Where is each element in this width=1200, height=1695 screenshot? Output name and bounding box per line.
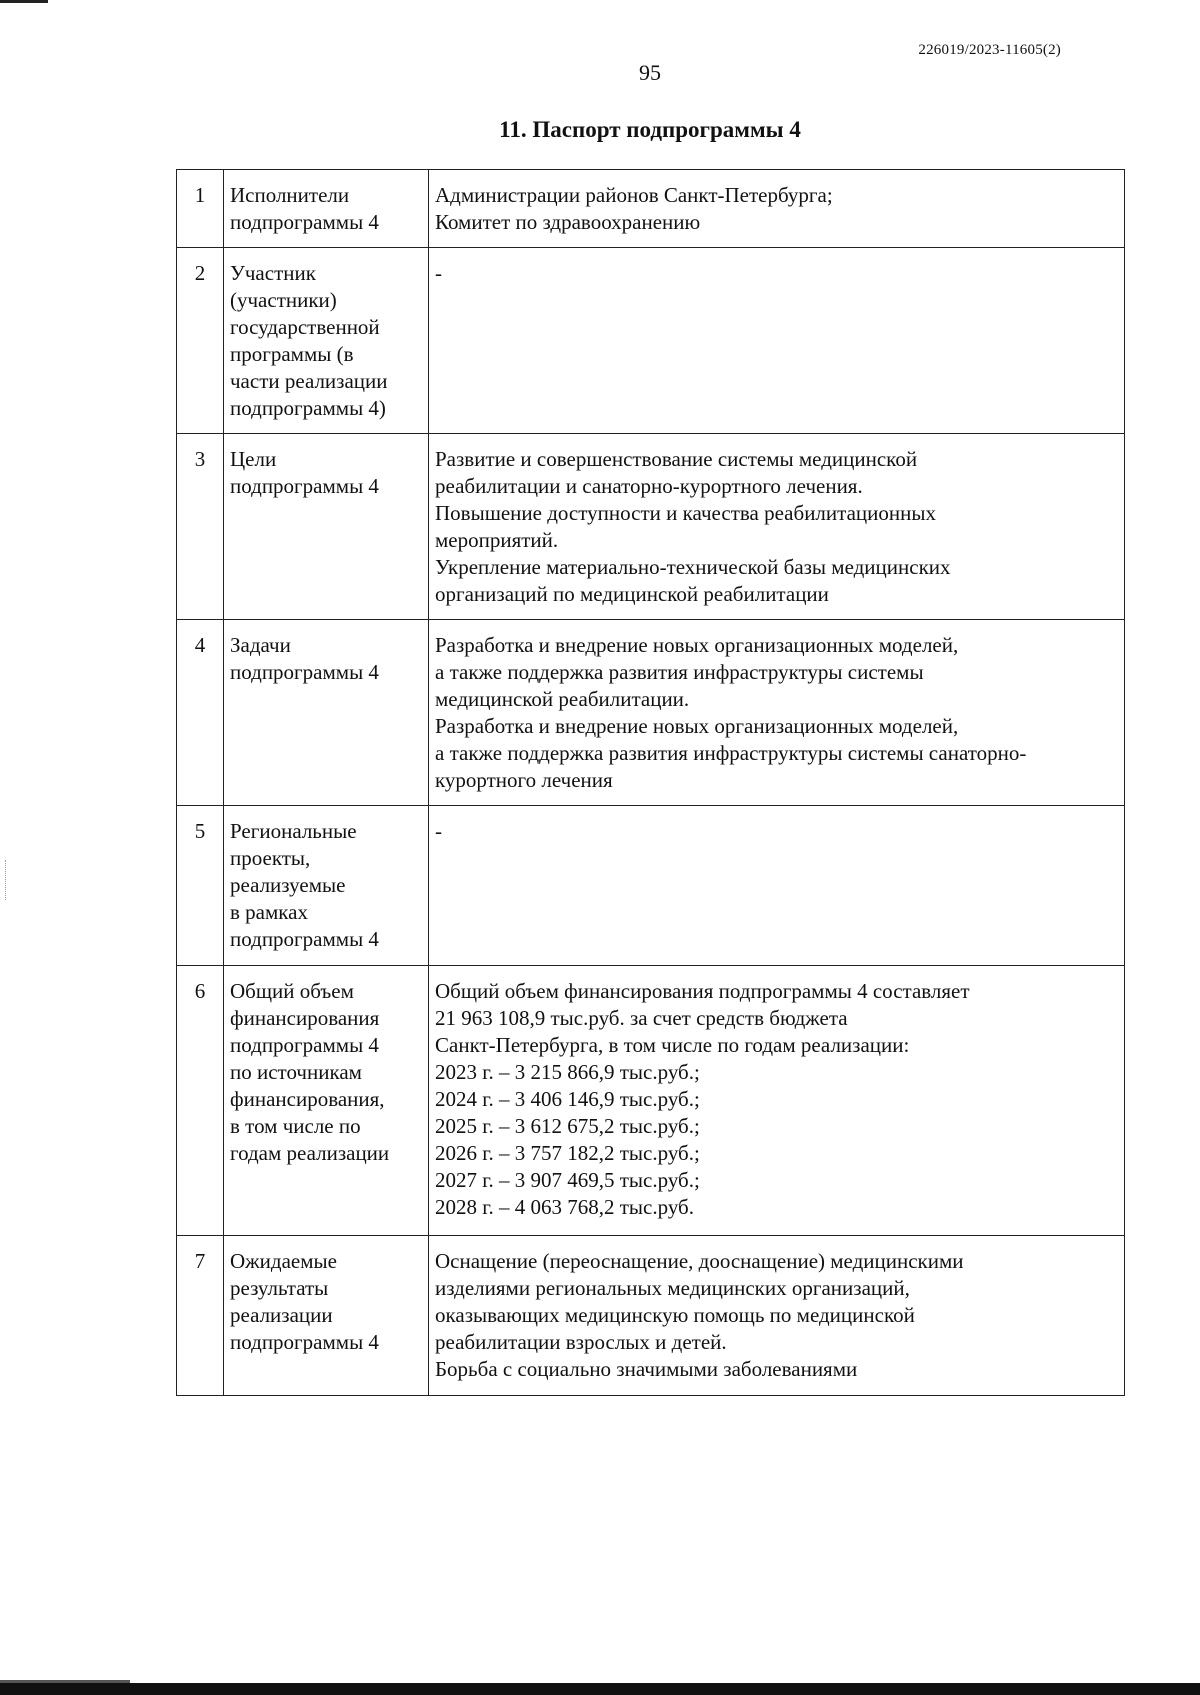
row-label-line: реализации — [230, 1303, 333, 1327]
row-label-line: по источникам — [230, 1060, 362, 1084]
scan-bottom-band — [0, 1683, 1200, 1695]
row-value-line: Оснащение (переоснащение, дооснащение) медицинскими — [435, 1249, 964, 1273]
row-value-line: оказывающих медицинскую помощь по медицинской — [435, 1303, 915, 1327]
row-value — [429, 966, 1125, 1236]
row-label-line: подпрограммы 4) — [230, 396, 386, 420]
row-value-line: 2028 г. – 4 063 768,2 тыс.руб. — [435, 1195, 694, 1219]
row-value-line: 2025 г. – 3 612 675,2 тыс.руб.; — [435, 1114, 700, 1138]
row-value-line: 2024 г. – 3 406 146,9 тыс.руб.; — [435, 1087, 700, 1111]
row-label-line: финансирования — [230, 1006, 380, 1030]
table-row — [177, 170, 1125, 248]
row-label-line: части реализации — [230, 369, 388, 393]
row-number: 7 — [177, 1236, 224, 1396]
row-value-line: Разработка и внедрение новых организационных моделей, — [435, 714, 959, 738]
row-label-line: подпрограммы 4 — [230, 1033, 379, 1057]
row-value-line: Борьба с социально значимыми заболеваниями — [435, 1357, 858, 1381]
row-value-line: Общий объем финансирования подпрограммы 4 составляет — [435, 979, 970, 1003]
row-label-line: подпрограммы 4 — [230, 1330, 379, 1354]
row-label-line: годам реализации — [230, 1141, 390, 1165]
row-number: 3 — [177, 434, 224, 620]
row-label-line: (участники) — [230, 288, 337, 312]
row-value-line: 2023 г. – 3 215 866,9 тыс.руб.; — [435, 1060, 700, 1084]
document-id: 226019/2023-11605(2) — [918, 42, 1061, 58]
table-row — [177, 806, 1125, 966]
row-label-line: финансирования, — [230, 1087, 385, 1111]
row-number: 5 — [177, 806, 224, 966]
row-label-line: Общий объем — [230, 979, 354, 1003]
row-number: 6 — [177, 966, 224, 1236]
row-value-line: Укрепление материально-технической базы медицинских — [435, 555, 951, 579]
row-label-line: программы (в — [230, 342, 354, 366]
table-row — [177, 1236, 1125, 1396]
row-number: 1 — [177, 170, 224, 248]
row-value — [429, 806, 1125, 966]
row-value-line: медицинской реабилитации. — [435, 687, 690, 711]
row-value-line: Санкт-Петербурга, в том числе по годам реализации: — [435, 1033, 910, 1057]
row-value-line: реабилитации и санаторно-курортного лечения. — [435, 474, 863, 498]
row-value — [429, 434, 1125, 620]
row-value-line: Развитие и совершенствование системы медицинской — [435, 447, 918, 471]
row-value-line: - — [435, 819, 442, 843]
row-label — [224, 1236, 429, 1396]
row-label-line: проекты, — [230, 846, 311, 870]
table-row — [177, 248, 1125, 434]
row-value-line: организаций по медицинской реабилитации — [435, 582, 829, 606]
row-label-line: подпрограммы 4 — [230, 210, 379, 234]
row-value — [429, 170, 1125, 248]
row-label — [224, 170, 429, 248]
row-value-line: 2026 г. – 3 757 182,2 тыс.руб.; — [435, 1141, 700, 1165]
table-row — [177, 620, 1125, 806]
row-value — [429, 248, 1125, 434]
scan-edge-mark — [0, 0, 48, 3]
row-value-line: а также поддержка развития инфраструктуры системы — [435, 660, 924, 684]
row-value-line: - — [435, 261, 442, 285]
row-label — [224, 248, 429, 434]
row-label-line: Региональные — [230, 819, 357, 843]
row-value-line: Разработка и внедрение новых организационных моделей, — [435, 633, 959, 657]
row-label-line: Задачи — [230, 633, 291, 657]
row-value-line: курортного лечения — [435, 768, 613, 792]
row-value-line: реабилитации взрослых и детей. — [435, 1330, 727, 1354]
row-label — [224, 620, 429, 806]
row-value-line: Администрации районов Санкт-Петербурга; — [435, 183, 833, 207]
row-value — [429, 1236, 1125, 1396]
row-value-line: а также поддержка развития инфраструктуры системы санаторно- — [435, 741, 1027, 765]
row-label-line: реализуемые — [230, 873, 346, 897]
row-value-line: 2027 г. – 3 907 469,5 тыс.руб.; — [435, 1168, 700, 1192]
passport-table — [176, 169, 1125, 1396]
row-label — [224, 434, 429, 620]
table-row — [177, 966, 1125, 1236]
row-value-line: 21 963 108,9 тыс.руб. за счет средств бюджета — [435, 1006, 848, 1030]
row-number: 4 — [177, 620, 224, 806]
scan-margin-dots — [5, 860, 9, 900]
row-label-line: подпрограммы 4 — [230, 927, 379, 951]
row-label-line: Исполнители — [230, 183, 350, 207]
row-label-line: в том числе по — [230, 1114, 361, 1138]
row-value — [429, 620, 1125, 806]
row-label-line: подпрограммы 4 — [230, 660, 379, 684]
row-label-line: Цели — [230, 447, 277, 471]
row-value-line: Повышение доступности и качества реабилитационных — [435, 501, 936, 525]
row-value-line: Комитет по здравоохранению — [435, 210, 701, 234]
row-label-line: подпрограммы 4 — [230, 474, 379, 498]
row-value-line: мероприятий. — [435, 528, 559, 552]
row-label — [224, 806, 429, 966]
page-number: 95 — [639, 60, 661, 85]
row-number: 2 — [177, 248, 224, 434]
table-row — [177, 434, 1125, 620]
row-value-line: изделиями региональных медицинских организаций, — [435, 1276, 910, 1300]
row-label-line: Участник — [230, 261, 316, 285]
row-label-line: в рамках — [230, 900, 308, 924]
section-title: 11. Паспорт подпрограммы 4 — [499, 117, 801, 142]
row-label — [224, 966, 429, 1236]
row-label-line: Ожидаемые — [230, 1249, 337, 1273]
row-label-line: результаты — [230, 1276, 329, 1300]
row-label-line: государственной — [230, 315, 380, 339]
